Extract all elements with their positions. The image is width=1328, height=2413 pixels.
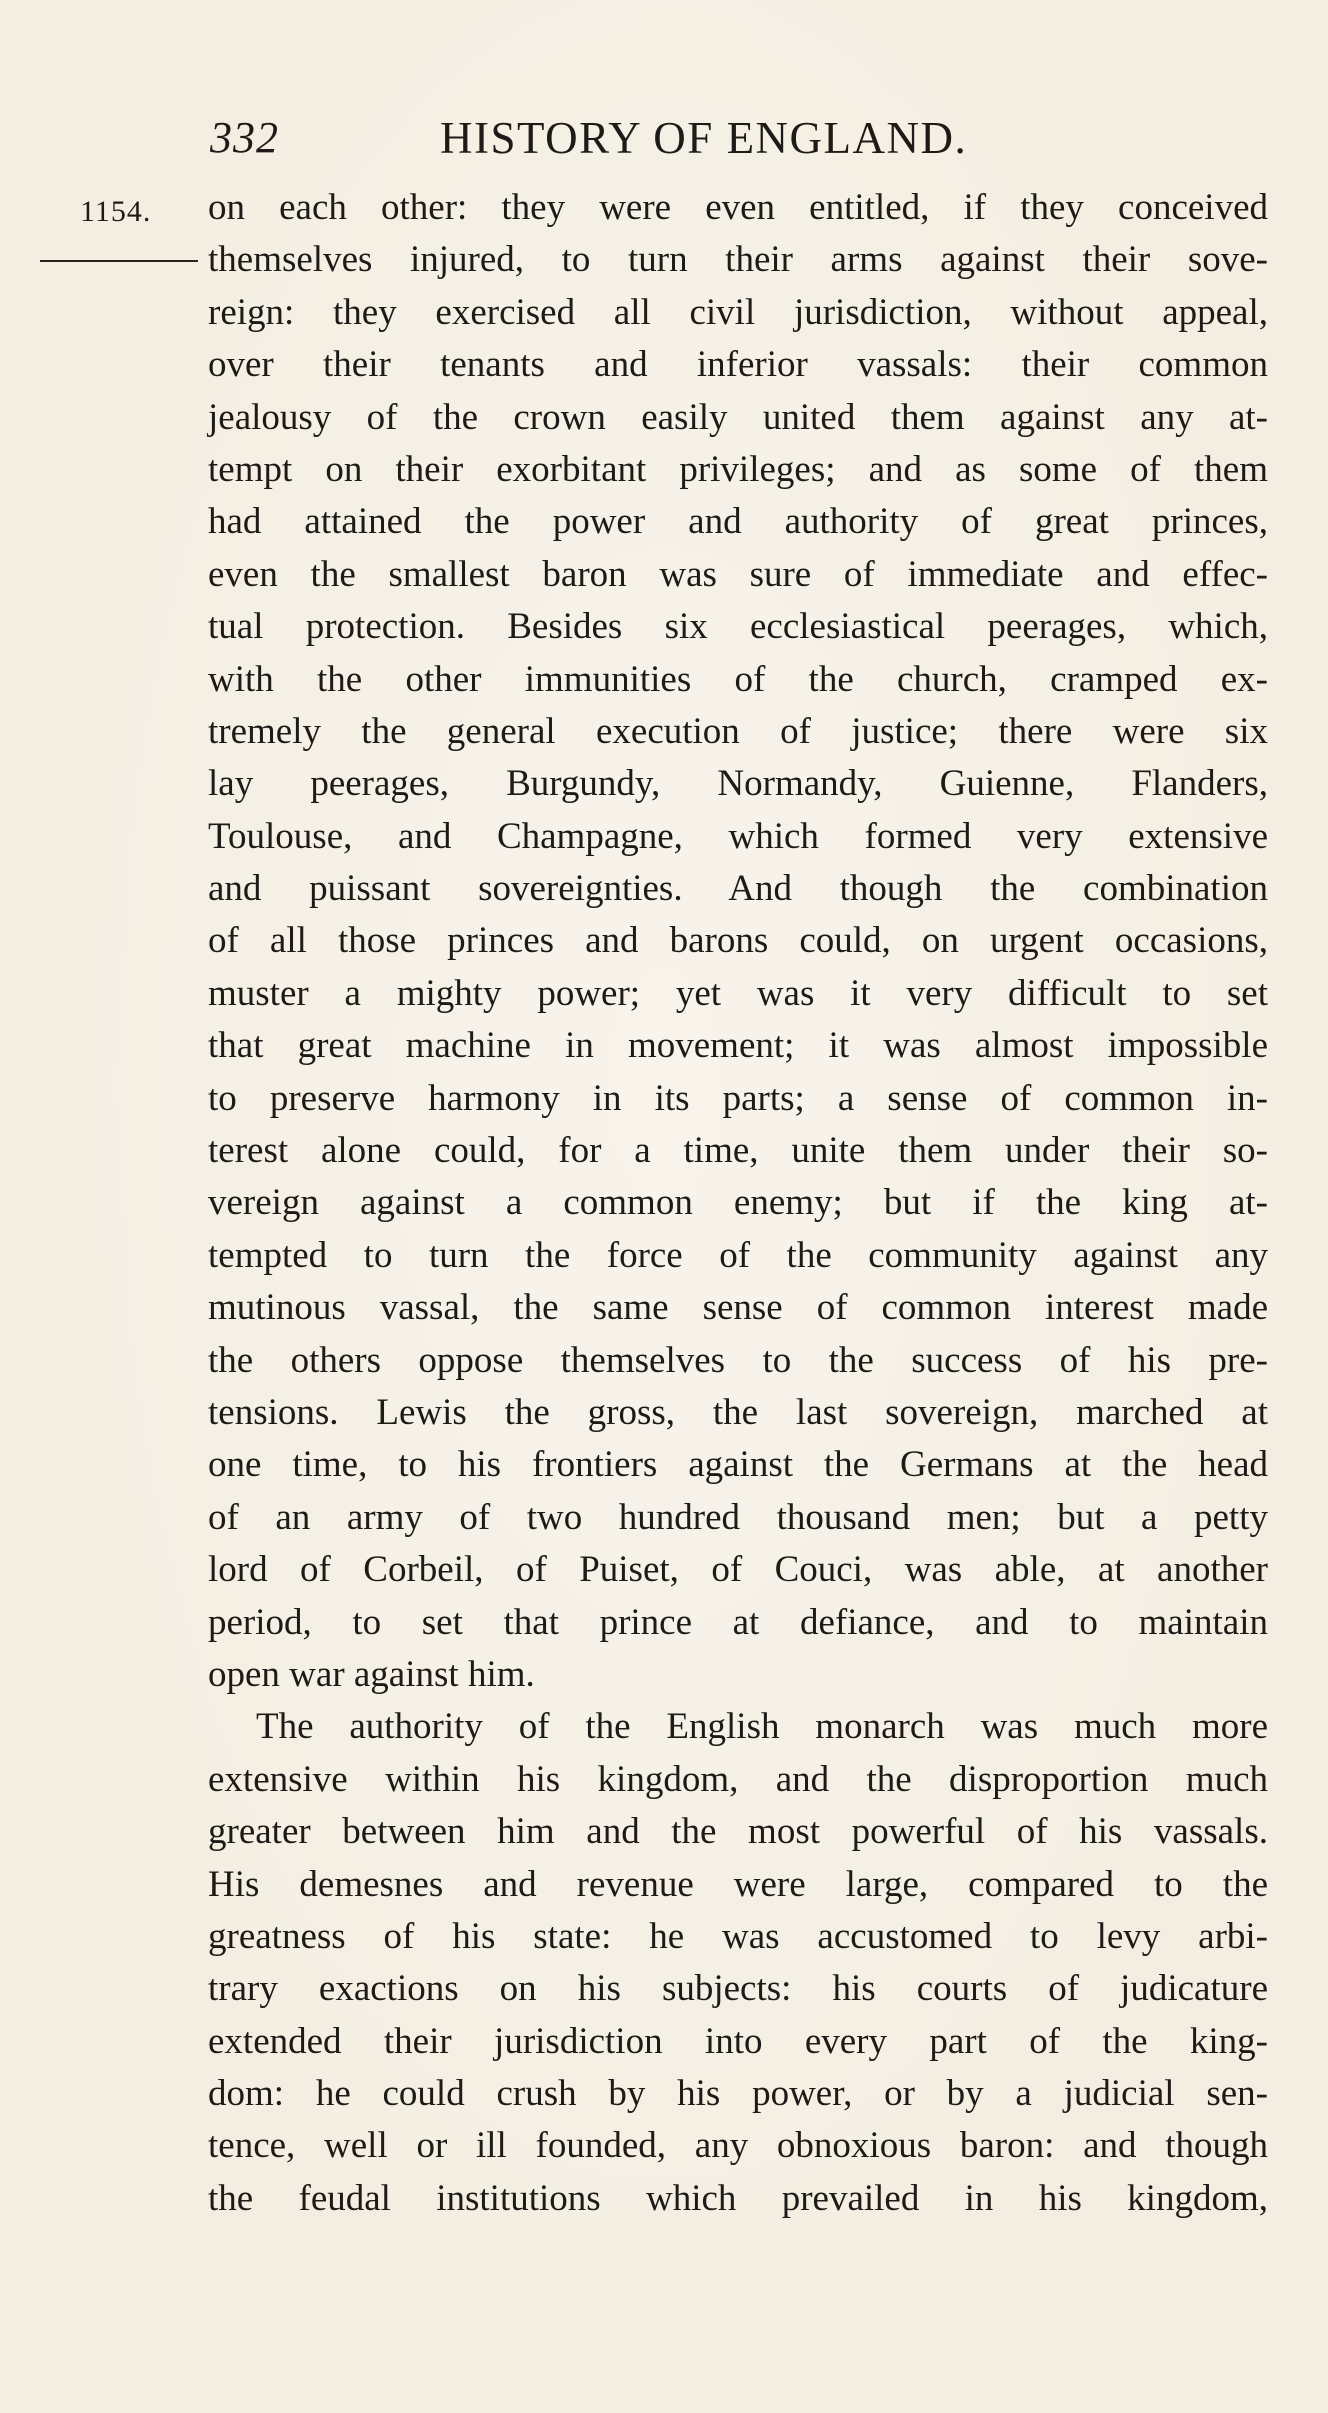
text-line: lord of Corbeil, of Puiset, of Couci, was able, at another [208,1549,1268,1591]
margin-year-note: 1154. [80,195,152,228]
paragraph-1 [208,182,1268,1701]
text-line: tual protection. Besides six ecclesiastical peerages, which, [208,606,1268,648]
text-line: tempt on their exorbitant privileges; and as some of them [208,448,1268,490]
text-line: trary exactions on his subjects: his courts of judicature [208,1968,1268,2010]
page-number: 332 [210,113,279,162]
text-line: lay peerages, Burgundy, Normandy, Guienne, Flanders, [208,763,1268,805]
text-line: His demesnes and revenue were large, compared to the [208,1863,1268,1905]
text-line: Toulouse, and Champagne, which formed very extensive [208,815,1268,857]
text-line: the others oppose themselves to the success of his pre- [208,1339,1268,1381]
text-line: vereign against a common enemy; but if the king at- [208,1182,1268,1224]
text-line: extensive within his kingdom, and the disproportion much [208,1758,1268,1800]
text-line: of all those princes and barons could, on urgent occasions, [208,920,1268,962]
page-title: HISTORY OF ENGLAND. [440,113,968,163]
body-text [208,182,1268,2225]
text-line: muster a mighty power; yet was it very difficult to set [208,972,1268,1014]
text-line: the feudal institutions which prevailed in his kingdom, [208,2177,1268,2219]
text-line: The authority of the English monarch was much more [256,1706,1268,1748]
text-line: and puissant sovereignties. And though the combination [208,868,1268,910]
running-head [0,108,1328,168]
text-line: tremely the general execution of justice; there were six [208,710,1268,752]
text-line: that great machine in movement; it was almost impossible [208,1025,1268,1067]
paragraph-2 [208,1701,1268,2225]
margin-rule-divider [40,260,198,262]
text-line: tence, well or ill founded, any obnoxious baron: and though [208,2125,1268,2167]
text-line: period, to set that prince at defiance, and to maintain [208,1601,1268,1643]
text-line: on each other: they were even entitled, if they conceived [208,187,1268,228]
text-line: over their tenants and inferior vassals: their common [208,344,1268,386]
text-line: to preserve harmony in its parts; a sense of common in- [208,1077,1268,1119]
text-line: tempted to turn the force of the community against any [208,1234,1268,1276]
text-line: reign: they exercised all civil jurisdiction, without appeal, [208,291,1268,333]
text-line: with the other immunities of the church, cramped ex- [208,658,1268,700]
text-line: one time, to his frontiers against the Germans at the head [208,1444,1268,1486]
text-line: mutinous vassal, the same sense of common interest made [208,1287,1268,1329]
text-line: had attained the power and authority of great princes, [208,501,1268,543]
text-line: greatness of his state: he was accustomed to levy arbi- [208,1915,1268,1957]
text-line: terest alone could, for a time, unite them under their so- [208,1130,1268,1172]
text-line: dom: he could crush by his power, or by a judicial sen- [208,2073,1268,2115]
text-line: jealousy of the crown easily united them against any at- [208,396,1268,438]
text-line: of an army of two hundred thousand men; but a petty [208,1496,1268,1538]
text-line: tensions. Lewis the gross, the last sovereign, marched at [208,1391,1268,1433]
text-line: extended their jurisdiction into every part of the king- [208,2020,1268,2062]
text-line: open war against him. [208,1653,535,1695]
text-line: greater between him and the most powerful of his vassals. [208,1811,1268,1853]
text-line: themselves injured, to turn their arms against their sove- [208,239,1268,281]
text-line: even the smallest baron was sure of immediate and effec- [208,553,1268,595]
